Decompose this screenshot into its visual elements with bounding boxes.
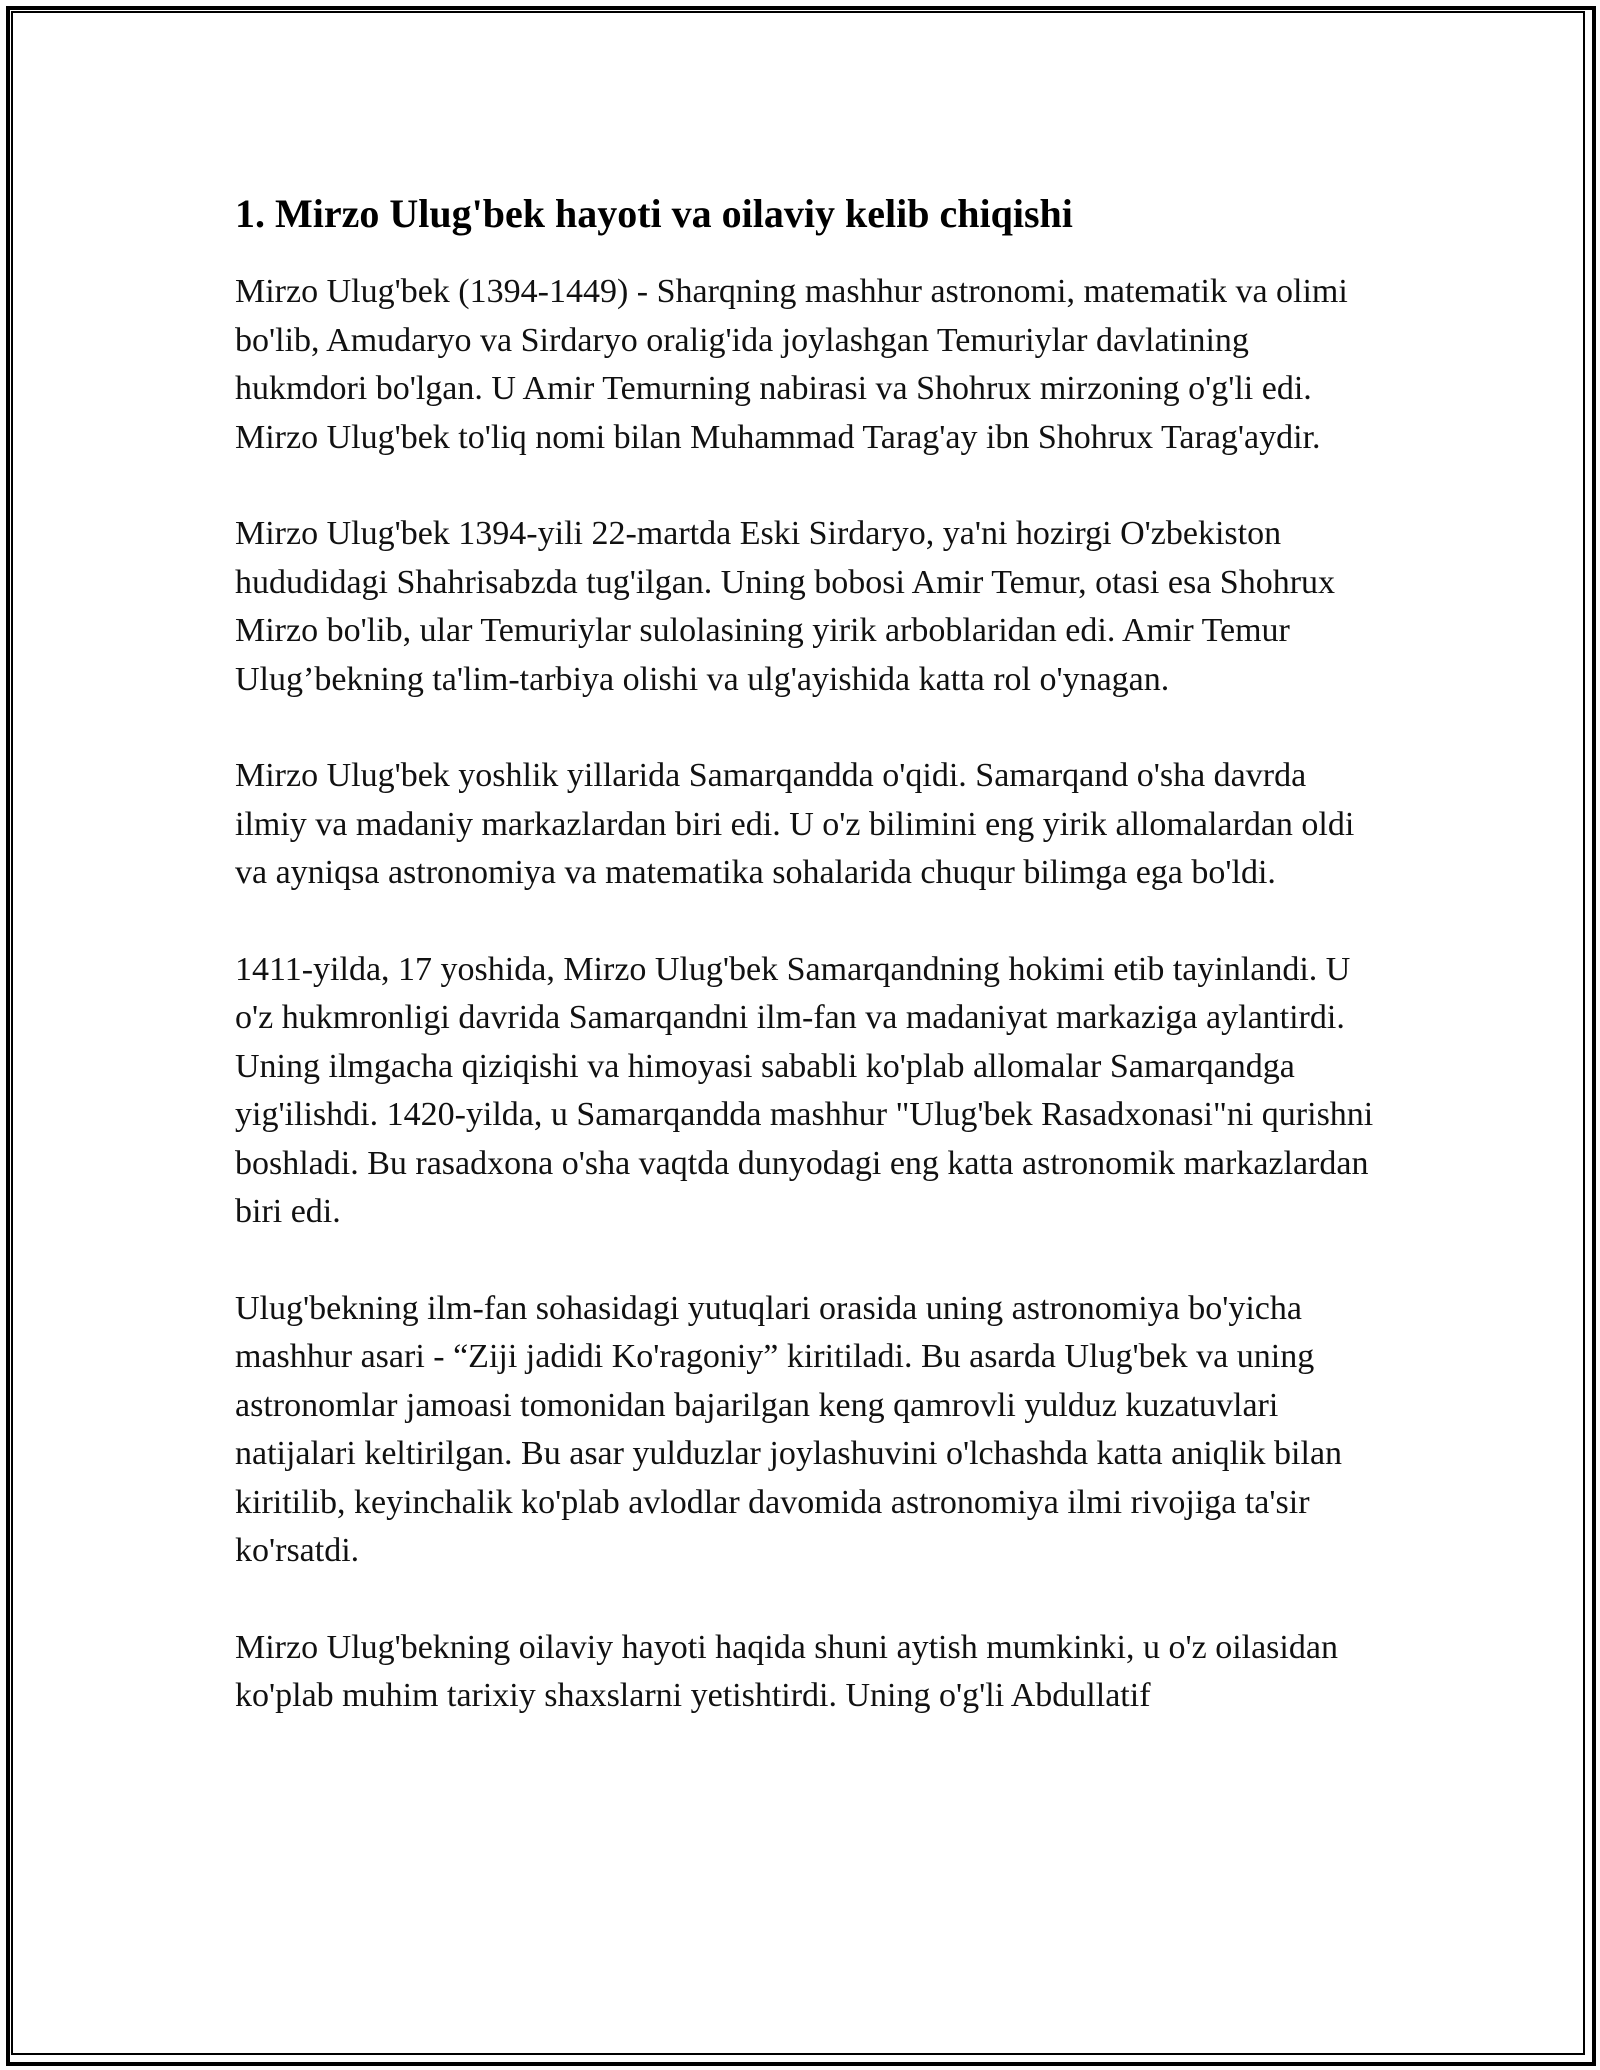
paragraph-6: Mirzo Ulug'bekning oilaviy hayoti haqida shuni aytish mumkinki, u o'z oilasidan ko'plab muhim tarixiy shaxslarni yetishtirdi. Uning o'g'li Abdullatif [235,1628,1338,1714]
paragraph-1: Mirzo Ulug'bek (1394-1449) - Sharqning mashhur astronomi, matematik va olimi bo'lib, Amudaryo va Sirdaryo oralig'ida joylashgan Temuriylar davlatining hukmdori bo'lgan. U Amir Temurning nabirasi va Shohrux mirzoning o'g'li edi. Mirzo Ulug'bek to'liq nomi bilan Muhammad Tarag'ay ibn Shohrux Tarag'aydir. [235,273,1348,456]
paragraph-3: Mirzo Ulug'bek yoshlik yillarida Samarqandda o'qidi. Samarqand o'sha davrda ilmiy va madaniy markazlardan biri edi. U o'z bilimini eng yirik allomalardan oldi va ayniqsa astronomiya va matematika sohalarida chuqur bilimga ega bo'ldi. [235,757,1355,891]
document-body [235,186,1375,1769]
paragraph-4: 1411-yilda, 17 yoshida, Mirzo Ulug'bek Samarqandning hokimi etib tayinlandi. U o'z hukmronligi davrida Samarqandni ilm-fan va madaniyat markaziga aylantirdi. Uning ilmgacha qiziqishi va himoyasi sababli ko'plab allomalar Samarqandga yig'ilishdi. 1420-yilda, u Samarqandda mashhur "Ulug'bek Rasadxonasi"ni qurishni boshladi. Bu rasadxona o'sha vaqtda dunyodagi eng katta astronomik markazlardan biri edi. [235,950,1374,1230]
section-heading: 1. Mirzo Ulug'bek hayoti va oilaviy kelib chiqishi [235,191,1073,236]
paragraph-2: Mirzo Ulug'bek 1394-yili 22-martda Eski Sirdaryo, ya'ni hozirgi O'zbekiston hududidagi Shahrisabzda tug'ilgan. Uning bobosi Amir Temur, otasi esa Shohrux Mirzo bo'lib, ular Temuriylar sulolasining yirik arboblaridan edi. Amir Temur Ulug’bekning ta'lim-tarbiya olishi va ulg'ayishida katta rol o'ynagan. [235,515,1336,698]
paragraph-5: Ulug'bekning ilm-fan sohasidagi yutuqlari orasida uning astronomiya bo'yicha mashhur asari - “Ziji jadidi Ko'ragoniy” kiritiladi. Bu asarda Ulug'bek va uning astronomlar jamoasi tomonidan bajarilgan keng qamrovli yulduz kuzatuvlari natijalari keltirilgan. Bu asar yulduzlar joylashuvini o'lchashda katta aniqlik bilan kiritilib, keyinchalik ko'plab avlodlar davomida astronomiya ilmi rivojiga ta'sir ko'rsatdi. [235,1289,1343,1569]
